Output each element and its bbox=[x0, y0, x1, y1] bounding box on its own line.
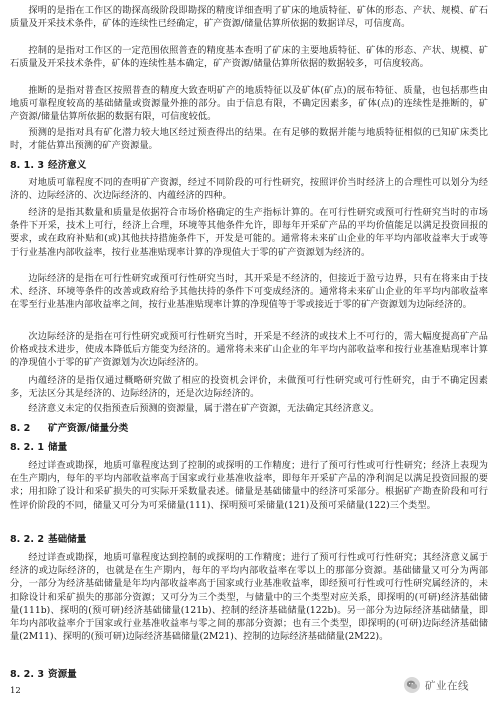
paragraph-undetermined: 经济意义未定的仅指预查后预测的资源量，属于潜在矿产资源，无法确定其经济意义。 bbox=[28, 403, 380, 414]
section-heading-8-2-3 bbox=[10, 668, 77, 681]
section-number: 8. 2 bbox=[10, 423, 31, 434]
section-title: 矿产资源/储量分类 bbox=[48, 423, 129, 434]
paragraph-economic-intro: 对地质可靠程度不同的查明矿产资源，经过不同阶段的可行性研究，按照评价当时经济上的合理性可以划分为经济的、边际经济的、次边际经济的、内蕴经济的四种。 bbox=[10, 177, 488, 202]
section-heading-8-1-3 bbox=[10, 159, 86, 172]
paragraph-marginal: 边际经济的是指在可行性研究或预可行性研究当时，其开采是不经济的，但接近于盈亏边界，只有在将来由于技术、经济、环境等条件的改善或政府给予其他扶持的条件下可变成经济的。通常将未来矿山企业的年平均内部收益率在零至行业基准内部收益率之间，按行业基准贴现率计算的净现值等于零或接近于零的矿产资源划为边际经济的。 bbox=[10, 273, 488, 311]
section-number: 8. 2. 3 bbox=[10, 669, 44, 680]
paragraph-submarginal: 次边际经济的是指在可行性研究或预可行性研究当时，开采是不经济的或技术上不可行的，需大幅度提高矿产品价格或技术进步，使成本降低后方能变为经济的。通常将未来矿山企业的年平均内部收益率和按行业基准贴现率计算的净现值小于零的矿产资源划为次边际经济的。 bbox=[10, 331, 488, 369]
section-heading-8-2 bbox=[10, 422, 128, 435]
section-title: 储量 bbox=[48, 442, 68, 453]
paragraph-predicted: 预测的是指对具有矿化潜力较大地区经过预查得出的结果。在有足够的数据并能与地质特征相似的已知矿床类比时，才能估算出预测的矿产资源量。 bbox=[10, 127, 488, 152]
paragraph-basic-reserves: 经过详查或勘探，地质可靠程度达到控制的或探明的工作精度；进行了预可行性或可行性研究；其经济意义属于经济的或边际经济的，也就是在生产期内，每年的平均内部收益率在零以上的那部分资源。基础储量又可分为两部分，一部分为经济基础储量是年均内部收益率高于国家或行业基准收益率，即经预可行性或可行性研究属经济的，未扣除设计和采矿损失的那部分资源；又可分为三个类型，与储量中的三个类型对应关系，即探明的(可研)经济基础储量(111b)、探明的(预可研)经济基础储量(121b)、控制的经济基础储量(122b)。另一部分为边际经济基础储量，即年均内部收益率介于国家或行业基准收益率与零之间的那部分资源；也有三个类型，即探明的(可研)边际经济基础储量(2M11)、探明的(预可研)边际经济基础储量(2M21)、控制的边际经济基础储量(2M22)。 bbox=[10, 552, 488, 643]
section-title: 经济意义 bbox=[48, 160, 87, 171]
section-heading-8-2-1 bbox=[10, 441, 67, 454]
paragraph-indicated: 控制的是指对工作区的一定范围依照普查的精度基本查明了矿床的主要地质特征、矿体的形态、产状、规模、矿石质量及开采技术条件，矿体的连续性基本确定，矿产资源/储量估算所依据的数据较多，可信度较高。 bbox=[10, 45, 488, 70]
watermark bbox=[404, 675, 469, 695]
section-number: 8. 1. 3 bbox=[10, 160, 44, 171]
wechat-icon bbox=[404, 677, 420, 693]
section-title: 资源量 bbox=[48, 669, 77, 680]
section-number: 8. 2. 1 bbox=[10, 442, 44, 453]
page-number: 12 bbox=[10, 686, 21, 696]
paragraph-proven: 探明的是指在工作区的勘探高级阶段即勘探的精度详细查明了矿床的地质特征、矿体的形态、产状、规模、矿石质量及开采技术条件，矿体的连续性已经确定，矿产资源/储量估算所依据的数据详尽，可信度高。 bbox=[10, 5, 488, 30]
section-heading-8-2-2 bbox=[10, 533, 86, 546]
paragraph-economic: 经济的是指其数量和质量是依据符合市场价格确定的生产指标计算的。在可行性研究或预可行性研究当时的市场条件下开采，技术上可行，经济上合理，环境等其他条件允许，即每年开采矿产品的平均价值能足以满足投资回报的要求，或在政府补贴和(或)其他扶持措施条件下，开发是可能的。通常将未来矿山企业的年平均内部收益率大于或等于行业基准内部收益率，按行业基准贴现率计算的净现值大于零的矿产资源划为经济的。 bbox=[10, 207, 488, 258]
paragraph-inferred: 推断的是指对普查区按照普查的精度大致查明矿产的地质特征以及矿体(矿点)的展布特征、质量，也包括那些由地质可靠程度较高的基础储量或资源量外推的部分。由于信息有限，不确定因素多，矿体(点)的连续性是推断的，矿产资源/储量估算所依据的数据有限，可信度较低。 bbox=[10, 85, 488, 123]
section-title: 基础储量 bbox=[48, 534, 87, 545]
section-number: 8. 2. 2 bbox=[10, 534, 44, 545]
paragraph-reserves: 经过详查或勘探，地质可靠程度达到了控制的或探明的工作精度；进行了预可行性或可行性研究；经济上表现为在生产期内，每年的平均内部收益率高于国家或行业基准收益率，即每年开采矿产品的净利润足以满足投资回报的要求；用扣除了设计和采矿损失的可实际开采数量表述。储量是基础储量中的经济可采部分。根据矿产勘查阶段和可行性评价阶段的不同，储量又可分为可采储量(111)、探明预可采储量(121)及预可采储量(122)三个类型。 bbox=[10, 460, 488, 511]
watermark-text: 矿业在线 bbox=[425, 679, 469, 692]
paragraph-intrinsic: 内蕴经济的是指仅通过概略研究做了相应的投资机会评价，未做预可行性研究或可行性研究，由于不确定因素多，无法区分其是经济的、边际经济的，还是次边际经济的。 bbox=[10, 375, 488, 400]
